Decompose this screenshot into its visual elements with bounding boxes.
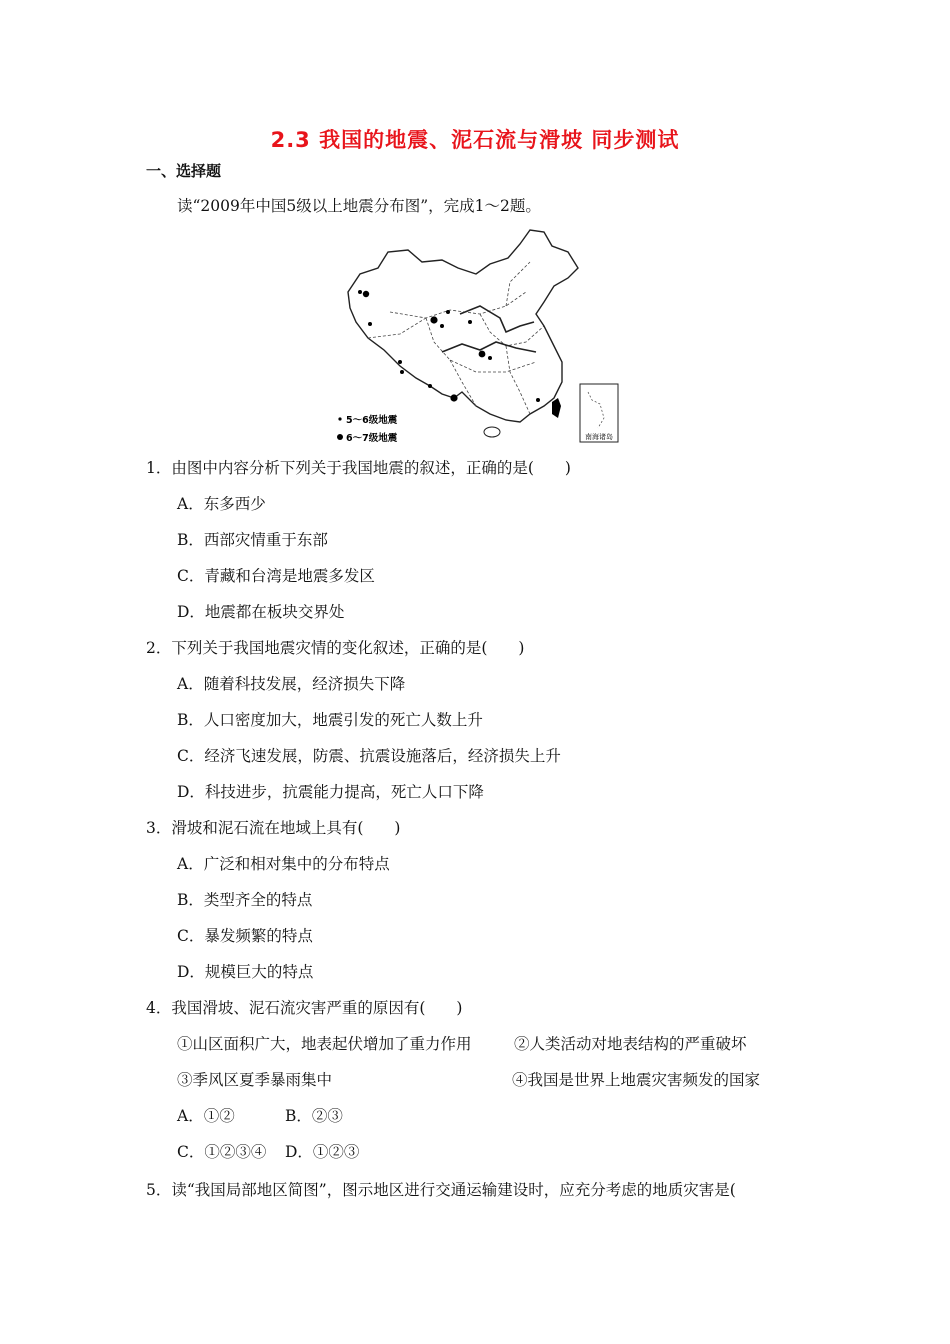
q4-option-c: C．①②③④ xyxy=(177,1143,267,1161)
q2-option-a: A．随着科技发展，经济损失下降 xyxy=(177,675,406,693)
q2-option-b: B．人口密度加大，地震引发的死亡人数上升 xyxy=(177,711,483,729)
q4-item-4: ④我国是世界上地震灾害频发的国家 xyxy=(512,1071,761,1089)
legend-small: 5～6级地震 xyxy=(346,415,398,426)
q3-option-a: A．广泛和相对集中的分布特点 xyxy=(177,855,390,873)
q4-item-1: ①山区面积广大，地表起伏增加了重力作用 xyxy=(177,1035,472,1053)
q1-option-b: B．西部灾情重于东部 xyxy=(177,531,328,549)
question-3: 3．滑坡和泥石流在地域上具有( ) xyxy=(146,819,401,837)
q1-option-d: D．地震都在板块交界处 xyxy=(177,603,345,621)
legend-large: 6～7级地震 xyxy=(346,433,398,444)
section-heading: 一、选择题 xyxy=(146,162,222,180)
q1-option-a: A．东多西少 xyxy=(177,495,266,513)
page-title: 2.3 我国的地震、泥石流与滑坡 同步测试 xyxy=(270,128,680,152)
question-5: 5．读“我国局部地区简图”，图示地区进行交通运输建设时，应充分考虑的地质灾害是( xyxy=(146,1181,736,1199)
intro-text: 读“2009年中国5级以上地震分布图”，完成1～2题。 xyxy=(177,197,541,215)
q3-option-d: D．规模巨大的特点 xyxy=(177,963,314,981)
earthquake-points xyxy=(358,290,540,402)
q4-option-d: D．①②③ xyxy=(285,1143,360,1161)
q4-item-2: ②人类活动对地表结构的严重破坏 xyxy=(514,1035,747,1053)
q4-item-3: ③季风区夏季暴雨集中 xyxy=(177,1071,333,1089)
inset-label: 南海诸岛 xyxy=(585,433,613,441)
taiwan-shape xyxy=(552,398,561,418)
q4-option-b: B．②③ xyxy=(285,1107,343,1125)
q1-option-c: C．青藏和台湾是地震多发区 xyxy=(177,567,375,585)
question-4: 4．我国滑坡、泥石流灾害严重的原因有( ) xyxy=(146,999,463,1017)
q3-option-c: C．暴发频繁的特点 xyxy=(177,927,313,945)
q2-option-d: D．科技进步，抗震能力提高，死亡人口下降 xyxy=(177,783,484,801)
china-earthquake-map xyxy=(330,222,620,450)
question-2: 2．下列关于我国地震灾情的变化叙述，正确的是( ) xyxy=(146,639,525,657)
q4-option-a: A．①② xyxy=(177,1107,235,1125)
question-1: 1．由图中内容分析下列关于我国地震的叙述，正确的是( ) xyxy=(146,459,571,477)
q2-option-c: C．经济飞速发展，防震、抗震设施落后，经济损失上升 xyxy=(177,747,561,765)
q3-option-b: B．类型齐全的特点 xyxy=(177,891,313,909)
